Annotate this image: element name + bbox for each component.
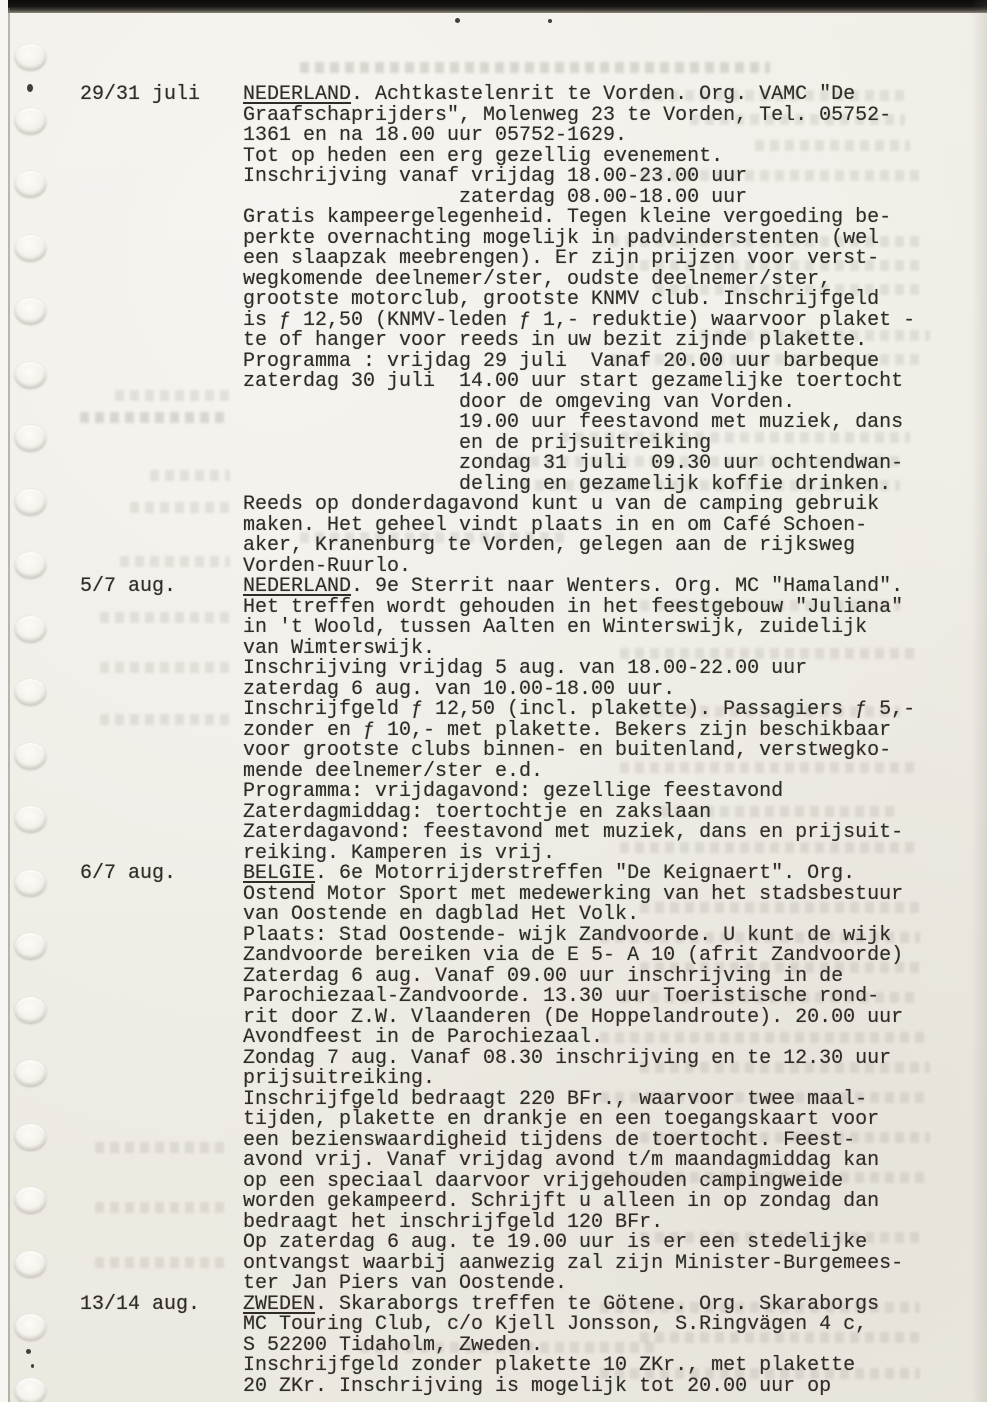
text-line: Op zaterdag 6 aug. te 19.00 uur is er een stedelijke: [243, 1231, 868, 1254]
text-line: deling en gezamelijk koffie drinken.: [243, 472, 892, 496]
country-heading: NEDERLAND: [243, 83, 352, 106]
text-line: mende deelnemer/ster e.d.: [243, 759, 544, 783]
text-line: voor grootste clubs binnen- en buitenland, verstwegko-: [243, 739, 892, 762]
bleed-through-smudge: [150, 470, 230, 481]
text-line: maken. Het geheel vindt plaats in en om Café Schoen-: [243, 513, 868, 537]
scan-speck: [31, 1364, 34, 1368]
bleed-through-smudge: [95, 1142, 225, 1153]
text-line: Programma : vrijdag 29 juli Vanaf 20.00 uur barbeque: [243, 349, 880, 373]
punch-hole: [15, 1378, 46, 1402]
text-line: een slaapzak meebrengen). Er zijn prijzen voor verst-: [243, 247, 880, 270]
bleed-through-smudge: [80, 412, 230, 423]
text-line: rit door Z.W. Vlaanderen (De Hoppelandroute). 20.00 uur: [243, 1005, 904, 1029]
text-line: Tot op heden een erg gezellig evenement.: [243, 144, 724, 168]
text-line: Inschrijving vanaf vrijdag 18.00-23.00 uur: [243, 165, 748, 188]
text-line: door de omgeving van Vorden.: [243, 390, 796, 414]
text-line: te of hanger voor reeds in uw bezit zijnde plakette.: [243, 329, 868, 352]
scan-top-edge: [0, 0, 987, 13]
text-line: Inschrijfgeld zonder plakette 10 ZKr., met plakette: [243, 1354, 856, 1377]
date-label: 6/7 aug.: [80, 862, 177, 885]
punch-hole: [15, 298, 46, 324]
bleed-through-smudge: [100, 714, 230, 725]
punch-hole: [15, 806, 46, 832]
text-line: Zaterdagmiddag: toertochtje en zakslaan: [243, 800, 712, 824]
text-line: is ƒ 12,50 (KNMV-leden ƒ 1,- reduktie) waarvoor plaket -: [243, 308, 916, 332]
text-line: zaterdag 6 aug. van 10.00-18.00 uur.: [243, 677, 676, 701]
country-heading: BELGIE: [243, 862, 316, 885]
text-line: 1361 en na 18.00 uur 05752-1629.: [243, 124, 628, 147]
punch-hole: [15, 235, 46, 261]
paper-left-edge-line: [8, 8, 10, 1402]
event-entry: [80, 83, 943, 578]
text-line: perkte overnachting mogelijk in padvinderstenten (wel: [243, 226, 880, 250]
text-line: Ostend Motor Sport met medewerking van het stadsbestuur: [243, 882, 904, 906]
punch-hole: [15, 552, 46, 578]
date-label: 5/7 aug.: [80, 575, 177, 598]
punch-hole: [15, 44, 46, 70]
text-line: zondag 31 juli 09.30 uur ochtendwan-: [243, 452, 904, 475]
paper-right-shade: [971, 0, 987, 1402]
punch-hole: [15, 743, 46, 769]
bleed-through-smudge: [300, 62, 770, 73]
text-line: aker, Kranenburg te Vorden, gelegen aan de rijksweg: [243, 534, 856, 557]
bleed-through-smudge: [95, 1257, 225, 1268]
text-line: van Oostende en dagblad Het Volk.: [243, 903, 640, 926]
bleed-through-smudge: [100, 612, 230, 623]
punch-hole: [15, 1124, 46, 1150]
text-line: Inschrijfgeld bedraagt 220 BFr., waarvoor twee maal-: [243, 1087, 868, 1111]
text-line: ontvangst waarbij aanwezig zal zijn Minister-Burgemees-: [243, 1251, 904, 1275]
event-entry: [80, 1292, 943, 1398]
punch-hole: [15, 679, 46, 705]
text-line: Inschrijving vrijdag 5 aug. van 18.00-22.00 uur: [243, 657, 808, 680]
text-line: NEDERLAND. 9e Sterrit naar Wenters. Org. MC "Hamaland".: [243, 575, 904, 598]
text-line: Programma: vrijdagavond: gezellige feestavond: [243, 780, 784, 803]
scan-speck: [548, 19, 552, 23]
text-line: zaterdag 08.00-18.00 uur: [243, 185, 748, 209]
text-line: in 't Woold, tussen Aalten en Winterswijk, zuidelijk: [243, 616, 868, 639]
text-line: Vorden-Ruurlo.: [243, 554, 412, 578]
punch-hole: [15, 108, 46, 134]
text-line: wegkomende deelnemer/ster, oudste deelnemer/ster,: [243, 267, 832, 291]
punch-hole: [15, 1187, 46, 1213]
scan-speck: [26, 1349, 31, 1354]
text-line: en de prijsuitreiking: [243, 431, 712, 455]
bleed-through-smudge: [130, 502, 230, 513]
date-label: 13/14 aug.: [80, 1292, 201, 1316]
text-line: Het treffen wordt gehouden in het feestgebouw "Juliana": [243, 595, 904, 619]
text-line: Zandvoorde bereiken via de E 5- A 10 (afrit Zandvoorde): [243, 944, 904, 967]
paper-left-edge: [0, 0, 8, 1402]
text-line: Gratis kampeergelegenheid. Tegen kleine vergoeding be-: [243, 206, 892, 229]
text-line: zaterdag 30 juli 14.00 uur start gezamelijke toertocht: [243, 370, 904, 393]
text-line: van Wimterswijk.: [243, 636, 436, 660]
text-line: S 52200 Tidaholm, Zweden.: [243, 1333, 544, 1357]
text-line: Zondag 7 aug. Vanaf 08.30 inschrijving en te 12.30 uur: [243, 1046, 892, 1070]
punch-hole: [15, 425, 46, 451]
text-line: zonder en ƒ 10,- met plakette. Bekers zijn beschikbaar: [243, 718, 892, 742]
text-line: ter Jan Piers van Oostende.: [243, 1272, 568, 1295]
bleed-through-smudge: [120, 556, 230, 567]
text-line: een bezienswaardigheid tijdens de toertocht. Feest-: [243, 1128, 856, 1152]
text-line: Avondfeest in de Parochiezaal.: [243, 1026, 604, 1049]
event-entry: [80, 862, 943, 1295]
event-entry: [80, 575, 943, 865]
text-line: Reeds op donderdagavond kunt u van de camping gebruik: [243, 493, 880, 516]
text-line: reiking. Kamperen is vrij.: [243, 841, 556, 865]
text-line: NEDERLAND. Achtkastelenrit te Vorden. Org. VAMC "De: [243, 83, 856, 106]
punch-hole: [15, 997, 46, 1023]
scan-speck: [27, 84, 33, 92]
bleed-through-smudge: [95, 1202, 225, 1213]
entries: [80, 83, 943, 1398]
punch-hole: [15, 171, 46, 197]
text-line: Zaterdag 6 aug. Vanaf 09.00 uur inschrijving in de: [243, 964, 844, 988]
text-line: Graafschaprijders", Molenweg 23 te Vorden, Tel. 05752-: [243, 103, 892, 127]
bleed-through-smudge: [115, 390, 235, 401]
bleed-through-smudge: [100, 662, 230, 673]
punch-hole: [15, 489, 46, 515]
scan-speck: [455, 18, 460, 23]
date-label: 29/31 juli: [80, 83, 201, 106]
text-line: worden gekampeerd. Schrijft u alleen in op zondag dan: [243, 1190, 880, 1213]
text-line: MC Touring Club, c/o Kjell Jonsson, S.Ringvägen 4 c,: [243, 1313, 868, 1336]
punch-hole: [15, 1314, 46, 1340]
punch-hole: [15, 933, 46, 959]
text-line: Plaats: Stad Oostende- wijk Zandvoorde. U kunt de wijk: [243, 923, 892, 947]
text-line: 20 ZKr. Inschrijving is mogelijk tot 20.00 uur op: [243, 1374, 832, 1398]
text-line: Zaterdagavond: feestavond met muziek, dans en prijsuit-: [243, 821, 904, 844]
text-line: tijden, plakette en drankje en een toegangskaart voor: [243, 1108, 880, 1131]
text-line: grootste motorclub, grootste KNMV club. Inschrijfgeld: [243, 288, 880, 311]
text-line: 19.00 uur feestavond met muziek, dans: [243, 411, 904, 434]
text-line: avond vrij. Vanaf vrijdag avond t/m maandagmiddag kan: [243, 1149, 880, 1172]
punch-hole: [15, 870, 46, 896]
text-line: bedraagt het inschrijfgeld 120 BFr.: [243, 1210, 664, 1234]
country-heading: ZWEDEN: [243, 1292, 316, 1316]
text-line: BELGIE. 6e Motorrijderstreffen "De Keignaert". Org.: [243, 862, 856, 885]
text-line: op een speciaal daarvoor vrijgehouden campingweide: [243, 1169, 844, 1193]
punch-hole: [15, 362, 46, 388]
country-heading: NEDERLAND: [243, 575, 352, 598]
punch-hole: [15, 616, 46, 642]
punch-hole: [15, 1251, 46, 1277]
text-line: Inschrijfgeld ƒ 12,50 (incl. plakette). Passagiers ƒ 5,-: [243, 698, 916, 721]
punch-hole: [15, 1060, 46, 1086]
text-line: ZWEDEN. Skaraborgs treffen te Götene. Org. Skaraborgs: [243, 1292, 880, 1316]
text-line: prijsuitreiking.: [243, 1067, 436, 1090]
text-line: Parochiezaal-Zandvoorde. 13.30 uur Toeristische rond-: [243, 985, 880, 1008]
